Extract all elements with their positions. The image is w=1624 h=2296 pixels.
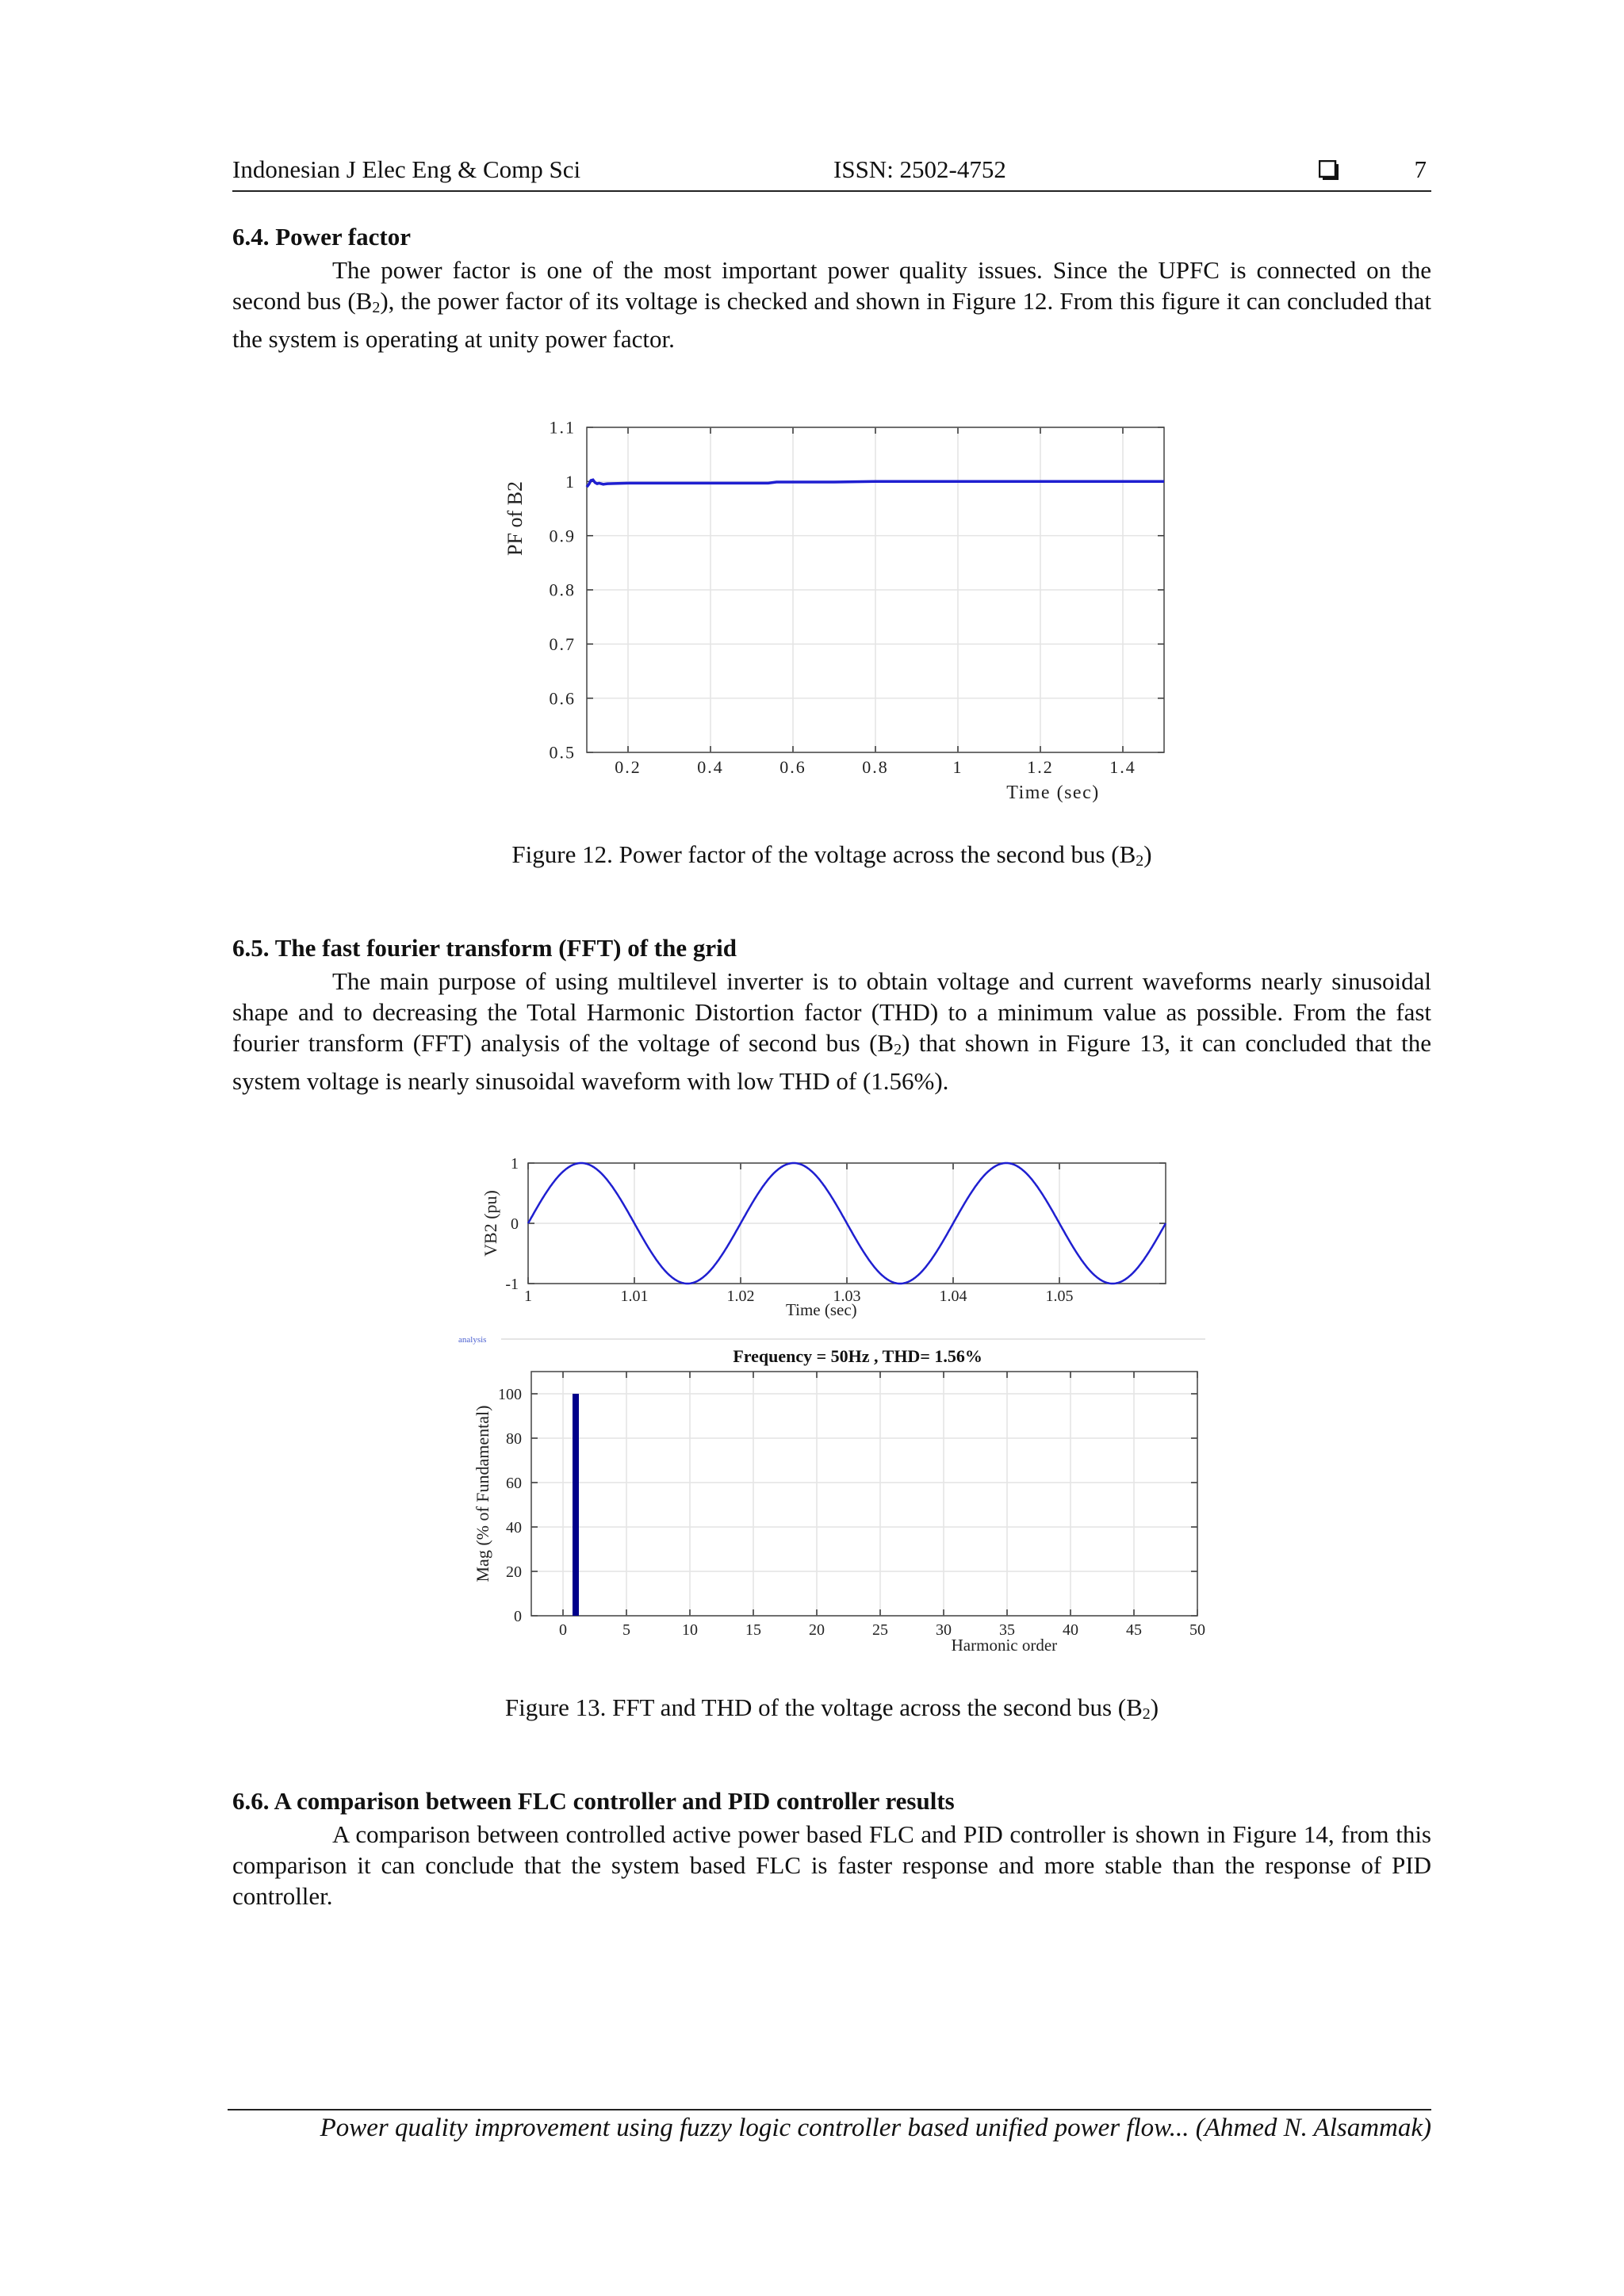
y-tick-label: 0.5 <box>549 742 576 763</box>
x-tick-label: 0.6 <box>779 757 806 777</box>
y-axis-label: PF of B2 <box>504 481 527 556</box>
x-tick-label: 1.2 <box>1027 757 1054 777</box>
footer-rule <box>228 2109 1431 2110</box>
y-axis-label: VB2 (pu) <box>481 1190 500 1257</box>
bar <box>573 1394 579 1616</box>
x-tick-label: 35 <box>999 1621 1015 1639</box>
caption-text: ) <box>1150 1693 1159 1721</box>
x-tick-label: 10 <box>682 1621 698 1639</box>
y-tick-label: 1.1 <box>549 417 576 438</box>
x-tick-label: 40 <box>1063 1621 1078 1639</box>
y-tick-label: 0.8 <box>549 580 576 600</box>
y-tick-label: 100 <box>498 1386 522 1403</box>
x-tick-label: 30 <box>936 1621 952 1639</box>
x-tick-label: 1 <box>952 757 963 777</box>
y-tick-label: 1 <box>565 472 576 492</box>
caption-subscript: 2 <box>1136 852 1144 870</box>
x-tick-label: 20 <box>809 1621 825 1639</box>
subscript: 2 <box>372 299 381 316</box>
section-heading-6-6: 6.6. A comparison between FLC controller and PID controller results <box>232 1787 955 1815</box>
x-tick-label: 45 <box>1126 1621 1142 1639</box>
page-number: 7 <box>1414 155 1427 183</box>
chart-title: Frequency = 50Hz , THD= 1.56% <box>733 1346 982 1366</box>
caption-text: ) <box>1143 840 1152 868</box>
square-box-icon <box>1319 160 1339 181</box>
paragraph-comparison <box>232 1819 1431 1911</box>
caption-text: Figure 12. Power factor of the voltage across the second bus (B <box>511 840 1136 868</box>
paragraph-text: The power factor is one of the most important power quality issues. Since the UPFC is connected on the second bus (B <box>232 256 1431 315</box>
plot-background <box>531 1372 1197 1616</box>
issn: ISSN: 2502-4752 <box>833 155 1006 183</box>
page-header <box>232 155 1431 192</box>
y-tick-label: 60 <box>506 1475 522 1492</box>
y-tick-label: 0 <box>514 1608 522 1625</box>
footer-text: Power quality improvement using fuzzy logic controller based unified power flow... (Ahmed N. Alsammak) <box>320 2114 1431 2142</box>
caption-text: Figure 13. FFT and THD of the voltage across the second bus (B <box>504 1693 1143 1721</box>
x-tick-label: 15 <box>745 1621 761 1639</box>
caption-subscript: 2 <box>1142 1705 1151 1723</box>
y-tick-label: 80 <box>506 1430 522 1448</box>
section-heading-6-4: 6.4. Power factor <box>232 223 411 251</box>
figure-13-caption <box>232 1693 1431 1724</box>
x-tick-label: 0 <box>559 1621 567 1639</box>
x-tick-label: 1.01 <box>620 1288 649 1305</box>
x-tick-label: 0.2 <box>615 757 642 777</box>
section-heading-6-5: 6.5. The fast fourier transform (FFT) of the grid <box>232 934 737 962</box>
x-tick-label: 1 <box>524 1288 532 1305</box>
x-axis-label: Time (sec) <box>786 1300 857 1319</box>
y-tick-label: 0.6 <box>549 688 576 709</box>
y-tick-label: 0.9 <box>549 526 576 546</box>
y-tick-label: 0.7 <box>549 634 576 655</box>
x-axis-label: Harmonic order <box>951 1636 1058 1655</box>
y-tick-label: 20 <box>506 1563 522 1581</box>
journal-name: Indonesian J Elec Eng & Comp Sci <box>232 155 581 183</box>
figure-12-chart <box>476 412 1189 809</box>
x-tick-label: 1.4 <box>1109 757 1136 777</box>
analysis-label: analysis <box>458 1335 487 1345</box>
x-tick-label: 50 <box>1189 1621 1205 1639</box>
x-axis-label: Time (sec) <box>1006 783 1100 803</box>
subscript: 2 <box>894 1041 902 1058</box>
paragraph-fft <box>232 966 1431 1096</box>
x-tick-label: 1.05 <box>1045 1288 1074 1305</box>
y-tick-label: 40 <box>506 1519 522 1536</box>
paragraph-text: The main purpose of using multilevel inverter is to obtain voltage and current waveforms nearly sinusoidal shape and to decreasing the Total Harmonic Distortion factor (THD) to a minimum value as possible. From the fast fourier transform (FFT) analysis of the voltage of second bus (B <box>232 967 1431 1057</box>
x-tick-label: 1.04 <box>939 1288 967 1305</box>
figure-12-caption <box>232 840 1431 871</box>
x-tick-label: 0.4 <box>697 757 724 777</box>
paragraph-text: ) that shown in Figure 13, it can concluded that the system voltage is nearly sinusoidal waveform with low THD of (1.56%). <box>232 1029 1431 1095</box>
paragraph-power-factor <box>232 254 1431 354</box>
x-tick-label: 25 <box>872 1621 888 1639</box>
x-tick-label: 0.8 <box>862 757 889 777</box>
paragraph-text: ), the power factor of its voltage is checked and shown in Figure 12. From this figure it can concluded that the system is operating at unity power factor. <box>232 287 1431 353</box>
paragraph-text: A comparison between controlled active power based FLC and PID controller is shown in Figure 14, from this comparison it can conclude that the system based FLC is faster response and more stable than the response of PID controller. <box>232 1820 1431 1910</box>
y-tick-label: -1 <box>505 1276 519 1293</box>
x-tick-label: 1.02 <box>726 1288 755 1305</box>
figure-13-chart <box>444 1142 1221 1665</box>
y-axis-label: Mag (% of Fundamental) <box>473 1405 492 1582</box>
x-tick-label: 5 <box>622 1621 630 1639</box>
y-tick-label: 1 <box>511 1155 519 1173</box>
x-tick-label: 1.03 <box>833 1288 861 1305</box>
y-tick-label: 0 <box>511 1215 519 1233</box>
